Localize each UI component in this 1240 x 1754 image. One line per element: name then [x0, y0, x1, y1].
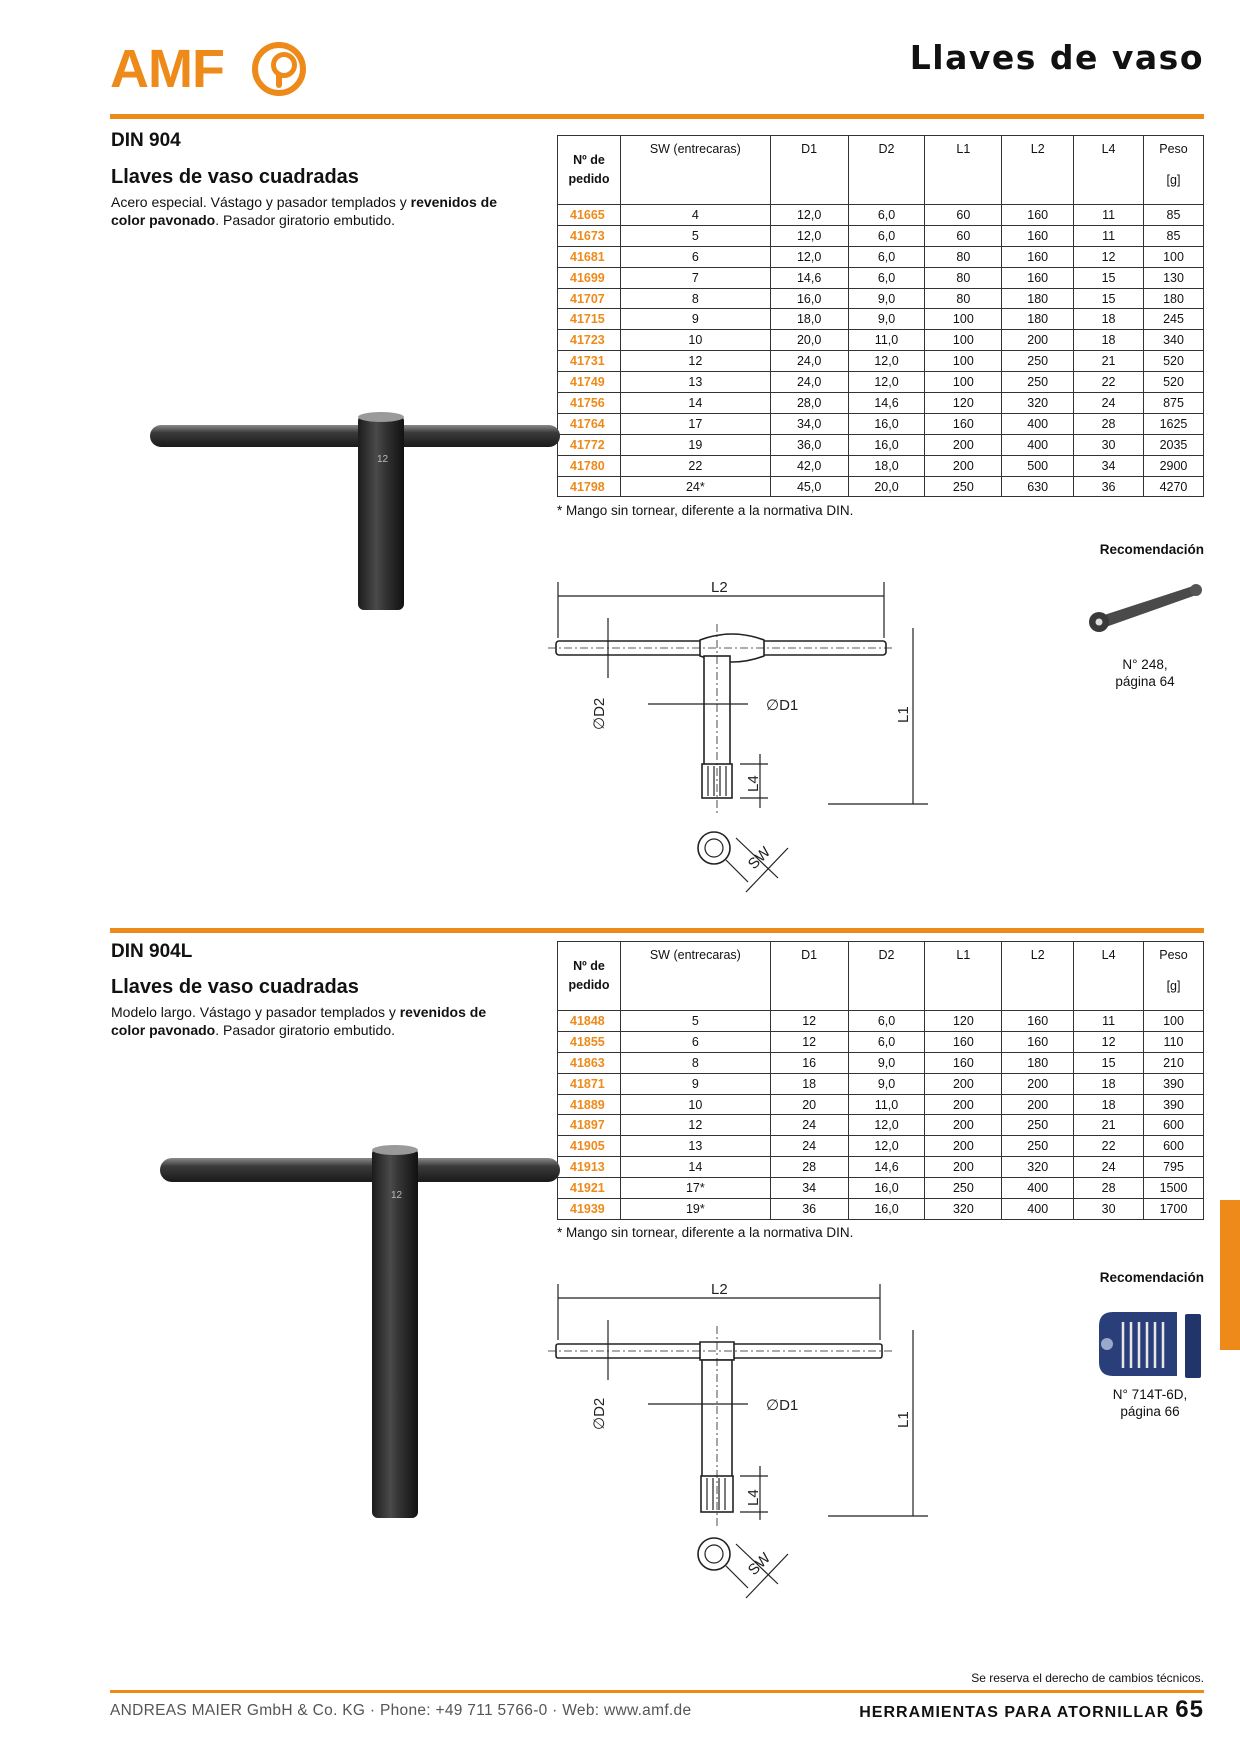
table-cell: 250 — [1002, 372, 1074, 393]
table-cell: 6 — [620, 246, 770, 267]
table-cell: 320 — [1002, 393, 1074, 414]
table-cell: 28 — [1074, 413, 1144, 434]
dim-d2-label: ∅D2 — [591, 1397, 608, 1430]
table-cell: 200 — [925, 455, 1002, 476]
table-cell: 36 — [1074, 476, 1144, 497]
dim-sw-label: SW — [744, 1549, 774, 1579]
photo-size-mark: 12 — [377, 454, 389, 465]
table-cell: 160 — [1002, 205, 1074, 226]
table-cell: 7 — [620, 267, 770, 288]
table-cell: 18 — [770, 1073, 848, 1094]
table-cell: 200 — [1002, 330, 1074, 351]
order-number-cell[interactable]: 41798 — [558, 476, 621, 497]
table-cell: 20,0 — [770, 330, 848, 351]
table-cell: 20,0 — [848, 476, 925, 497]
order-number-cell[interactable]: 41749 — [558, 372, 621, 393]
col-weight: Peso [g] — [1144, 942, 1204, 1011]
section1-subtitle: Llaves de vaso cuadradas — [111, 166, 359, 188]
section2-note: * Mango sin tornear, diferente a la normativa DIN. — [557, 1225, 854, 1240]
table-cell: 400 — [1002, 1199, 1074, 1220]
table-cell: 18,0 — [770, 309, 848, 330]
table-cell: 11 — [1074, 205, 1144, 226]
col-d1: D1 — [770, 942, 848, 1011]
table-cell: 11,0 — [848, 330, 925, 351]
table-row — [558, 413, 1204, 434]
table-cell: 15 — [1074, 1052, 1144, 1073]
desc-text-end: . Pasador giratorio embutido. — [215, 212, 395, 228]
table-cell: 160 — [1002, 225, 1074, 246]
table-cell: 120 — [925, 393, 1002, 414]
table-cell: 36,0 — [770, 434, 848, 455]
table-cell: 85 — [1143, 205, 1203, 226]
table-cell: 19 — [620, 434, 770, 455]
table-cell: 180 — [1002, 309, 1074, 330]
table-cell: 500 — [1002, 455, 1074, 476]
table-cell: 18 — [1074, 330, 1144, 351]
table-cell: 42,0 — [770, 455, 848, 476]
order-number-cell[interactable]: 41772 — [558, 434, 621, 455]
table-row — [558, 225, 1204, 246]
chapter-tab-marker[interactable] — [1220, 1200, 1240, 1350]
table-cell: 15 — [1074, 288, 1144, 309]
table-row — [558, 1136, 1204, 1157]
table-cell: 250 — [1002, 1136, 1074, 1157]
dim-l1-label: L1 — [895, 706, 912, 723]
col-l4: L4 — [1074, 136, 1144, 205]
table-cell: 200 — [925, 1157, 1002, 1178]
table-cell: 24* — [620, 476, 770, 497]
table-row — [558, 1178, 1204, 1199]
table-cell: 19* — [620, 1199, 770, 1220]
order-number-cell[interactable]: 41939 — [558, 1199, 621, 1220]
table-cell: 20 — [770, 1094, 848, 1115]
table-cell: 16,0 — [770, 288, 848, 309]
table-row — [558, 309, 1204, 330]
socket-wrench-photo — [145, 405, 560, 610]
section2-technical-drawing — [548, 1280, 928, 1600]
table-cell: 875 — [1143, 393, 1203, 414]
table-cell: 24 — [1074, 1157, 1144, 1178]
table-cell: 11 — [1074, 1011, 1144, 1032]
table-cell: 200 — [925, 434, 1002, 455]
section1-recommendation-title: Recomendación — [1099, 542, 1204, 557]
col-d1: D1 — [770, 136, 848, 205]
section2-spec-table — [557, 941, 1204, 1220]
order-number-cell[interactable]: 41715 — [558, 309, 621, 330]
table-cell: 120 — [925, 1011, 1002, 1032]
footer-rule — [110, 1690, 1204, 1693]
dim-l2-label: L2 — [711, 1281, 728, 1298]
table-cell: 14,6 — [770, 267, 848, 288]
table-cell: 100 — [1143, 246, 1203, 267]
table-cell: 390 — [1144, 1094, 1204, 1115]
table-cell: 160 — [925, 413, 1002, 434]
table-cell: 200 — [925, 1136, 1002, 1157]
table-cell: 60 — [925, 225, 1002, 246]
table-cell: 110 — [1144, 1031, 1204, 1052]
col-order-number: Nº de pedido — [558, 136, 621, 205]
table-cell: 13 — [620, 1136, 770, 1157]
order-number-cell[interactable]: 41855 — [558, 1031, 621, 1052]
table-cell: 18 — [1074, 309, 1144, 330]
table-cell: 520 — [1143, 372, 1203, 393]
table-cell: 210 — [1144, 1052, 1204, 1073]
table-cell: 36 — [770, 1199, 848, 1220]
table-cell: 34,0 — [770, 413, 848, 434]
table-cell: 9 — [620, 1073, 770, 1094]
table-cell: 400 — [1002, 434, 1074, 455]
order-number-cell[interactable]: 41681 — [558, 246, 621, 267]
table-header-row — [558, 942, 1204, 1011]
table-cell: 2900 — [1143, 455, 1203, 476]
table-cell: 400 — [1002, 1178, 1074, 1199]
order-number-cell[interactable]: 41897 — [558, 1115, 621, 1136]
footer-category — [859, 1696, 1204, 1724]
table-cell: 160 — [1002, 1031, 1074, 1052]
table-cell: 600 — [1144, 1136, 1204, 1157]
table-cell: 180 — [1002, 288, 1074, 309]
table-cell: 200 — [1002, 1094, 1074, 1115]
dim-sw-label: SW — [744, 843, 774, 873]
dim-l4-label: L4 — [745, 1489, 762, 1506]
table-cell: 250 — [1002, 1115, 1074, 1136]
section1-recommendation-caption[interactable]: N° 248, página 64 — [1115, 657, 1175, 689]
table-cell: 100 — [925, 351, 1002, 372]
table-row — [558, 330, 1204, 351]
table-cell: 250 — [925, 476, 1002, 497]
table-cell: 200 — [925, 1115, 1002, 1136]
table-cell: 21 — [1074, 351, 1144, 372]
table-cell: 80 — [925, 246, 1002, 267]
table-cell: 10 — [620, 330, 770, 351]
table-cell: 17 — [620, 413, 770, 434]
table-cell: 100 — [1144, 1011, 1204, 1032]
table-cell: 11,0 — [848, 1094, 925, 1115]
table-cell: 9,0 — [848, 1052, 925, 1073]
table-cell: 22 — [1074, 1136, 1144, 1157]
table-cell: 21 — [1074, 1115, 1144, 1136]
table-cell: 13 — [620, 372, 770, 393]
desc-bold-text: revenidos de color pavonado — [111, 194, 497, 228]
order-number-cell[interactable]: 41731 — [558, 351, 621, 372]
table-cell: 6,0 — [848, 225, 925, 246]
table-cell: 12,0 — [848, 1136, 925, 1157]
table-header-row — [558, 136, 1204, 205]
logo-mark-icon — [252, 42, 306, 96]
table-cell: 200 — [1002, 1073, 1074, 1094]
table-cell: 160 — [1002, 246, 1074, 267]
dim-d1-label: ∅D1 — [766, 697, 799, 714]
table-cell: 795 — [1144, 1157, 1204, 1178]
table-cell: 12,0 — [848, 351, 925, 372]
table-cell: 130 — [1143, 267, 1203, 288]
recommendation-wrench-photo[interactable] — [1085, 580, 1205, 640]
order-number-cell[interactable]: 41921 — [558, 1178, 621, 1199]
table-cell: 16,0 — [848, 413, 925, 434]
table-cell: 80 — [925, 267, 1002, 288]
table-cell: 1625 — [1143, 413, 1203, 434]
table-cell: 2035 — [1143, 434, 1203, 455]
table-cell: 85 — [1143, 225, 1203, 246]
technical-changes-note: Se reserva el derecho de cambios técnicos. — [971, 1671, 1204, 1685]
desc-text: Acero especial. Vástago y pasador templados y — [111, 194, 411, 210]
table-cell: 5 — [620, 1011, 770, 1032]
table-cell: 10 — [620, 1094, 770, 1115]
table-row — [558, 1199, 1204, 1220]
section2-description — [111, 1003, 521, 1039]
order-number-cell[interactable]: 41673 — [558, 225, 621, 246]
col-d2: D2 — [848, 942, 925, 1011]
col-l2: L2 — [1002, 136, 1074, 205]
table-row — [558, 351, 1204, 372]
table-row — [558, 205, 1204, 226]
table-cell: 6,0 — [848, 246, 925, 267]
table-cell: 9,0 — [848, 288, 925, 309]
table-cell: 6,0 — [848, 1011, 925, 1032]
table-cell: 24,0 — [770, 351, 848, 372]
table-cell: 160 — [925, 1052, 1002, 1073]
table-cell: 14 — [620, 1157, 770, 1178]
table-cell: 22 — [620, 455, 770, 476]
table-cell: 12 — [620, 351, 770, 372]
dim-l2-label: L2 — [711, 579, 728, 596]
page-number: 65 — [1175, 1696, 1204, 1723]
table-row — [558, 288, 1204, 309]
header-rule — [110, 114, 1204, 119]
table-cell: 520 — [1143, 351, 1203, 372]
table-cell: 30 — [1074, 1199, 1144, 1220]
table-cell: 180 — [1143, 288, 1203, 309]
table-cell: 16,0 — [848, 1199, 925, 1220]
order-number-cell[interactable]: 41665 — [558, 205, 621, 226]
desc-bold-text: revenidos de color pavonado — [111, 1004, 487, 1038]
table-cell: 80 — [925, 288, 1002, 309]
table-row — [558, 476, 1204, 497]
section2-recommendation-caption[interactable]: N° 714T-6D, página 66 — [1112, 1387, 1188, 1419]
col-l4: L4 — [1074, 942, 1144, 1011]
dim-l1-label: L1 — [895, 1411, 912, 1428]
col-l1: L1 — [925, 136, 1002, 205]
table-cell: 200 — [925, 1073, 1002, 1094]
table-cell: 14 — [620, 393, 770, 414]
table-cell: 600 — [1144, 1115, 1204, 1136]
order-number-cell[interactable]: 41780 — [558, 455, 621, 476]
table-cell: 6,0 — [848, 1031, 925, 1052]
table-cell: 1500 — [1144, 1178, 1204, 1199]
footer-company: ANDREAS MAIER GmbH & Co. KG · Phone: +49 711 5766-0 · Web: www.amf.de — [110, 1702, 692, 1719]
table-cell: 245 — [1143, 309, 1203, 330]
table-cell: 12 — [770, 1031, 848, 1052]
table-cell: 250 — [925, 1178, 1002, 1199]
table-cell: 24 — [770, 1136, 848, 1157]
table-cell: 60 — [925, 205, 1002, 226]
table-cell: 28,0 — [770, 393, 848, 414]
table-cell: 9,0 — [848, 309, 925, 330]
table-cell: 6,0 — [848, 267, 925, 288]
col-weight: Peso [g] — [1143, 136, 1203, 205]
table-cell: 12,0 — [848, 1115, 925, 1136]
table-row — [558, 372, 1204, 393]
footer-category-label: HERRAMIENTAS PARA ATORNILLAR — [859, 1704, 1170, 1721]
table-cell: 11 — [1074, 225, 1144, 246]
table-row — [558, 1031, 1204, 1052]
table-cell: 12 — [770, 1011, 848, 1032]
table-row — [558, 1073, 1204, 1094]
table-cell: 1700 — [1144, 1199, 1204, 1220]
col-sw: SW (entrecaras) — [620, 136, 770, 205]
table-cell: 4270 — [1143, 476, 1203, 497]
table-cell: 320 — [1002, 1157, 1074, 1178]
table-cell: 160 — [925, 1031, 1002, 1052]
table-cell: 12 — [1074, 246, 1144, 267]
table-cell: 12,0 — [770, 225, 848, 246]
table-cell: 34 — [770, 1178, 848, 1199]
table-row — [558, 267, 1204, 288]
table-cell: 8 — [620, 288, 770, 309]
section2-din: DIN 904L — [111, 941, 193, 962]
order-number-cell[interactable]: 41913 — [558, 1157, 621, 1178]
table-cell: 16 — [770, 1052, 848, 1073]
table-cell: 16,0 — [848, 1178, 925, 1199]
table-row — [558, 246, 1204, 267]
table-cell: 630 — [1002, 476, 1074, 497]
table-cell: 12 — [1074, 1031, 1144, 1052]
table-row — [558, 434, 1204, 455]
col-sw: SW (entrecaras) — [620, 942, 770, 1011]
section2-recommendation-title: Recomendación — [1099, 1270, 1204, 1285]
table-row — [558, 1052, 1204, 1073]
dim-d1-label: ∅D1 — [766, 1397, 799, 1414]
table-cell: 100 — [925, 309, 1002, 330]
table-cell: 12,0 — [770, 205, 848, 226]
table-cell: 5 — [620, 225, 770, 246]
table-cell: 320 — [925, 1199, 1002, 1220]
table-row — [558, 1094, 1204, 1115]
section1-description — [111, 193, 521, 229]
table-cell: 15 — [1074, 267, 1144, 288]
section1-din: DIN 904 — [111, 130, 181, 151]
table-cell: 24 — [770, 1115, 848, 1136]
order-number-cell[interactable]: 41889 — [558, 1094, 621, 1115]
dim-d2-label: ∅D2 — [591, 697, 608, 730]
table-cell: 22 — [1074, 372, 1144, 393]
table-cell: 250 — [1002, 351, 1074, 372]
dim-l4-label: L4 — [745, 775, 762, 792]
table-cell: 180 — [1002, 1052, 1074, 1073]
table-cell: 24,0 — [770, 372, 848, 393]
table-row — [558, 1157, 1204, 1178]
table-cell: 6,0 — [848, 205, 925, 226]
table-cell: 200 — [925, 1094, 1002, 1115]
table-cell: 12 — [620, 1115, 770, 1136]
section1-spec-table — [557, 135, 1204, 497]
col-l1: L1 — [925, 942, 1002, 1011]
table-cell: 14,6 — [848, 1157, 925, 1178]
table-cell: 18 — [1074, 1073, 1144, 1094]
table-cell: 160 — [1002, 267, 1074, 288]
table-cell: 28 — [1074, 1178, 1144, 1199]
long-socket-wrench-photo — [158, 1140, 560, 1520]
col-l2: L2 — [1002, 942, 1074, 1011]
table-cell: 340 — [1143, 330, 1203, 351]
order-number-cell[interactable]: 41756 — [558, 393, 621, 414]
table-cell: 4 — [620, 205, 770, 226]
col-d2: D2 — [848, 136, 925, 205]
desc-text-end: . Pasador giratorio embutido. — [215, 1022, 395, 1038]
table-row — [558, 1115, 1204, 1136]
table-cell: 17* — [620, 1178, 770, 1199]
logo-text: AMF — [110, 39, 224, 99]
table-cell: 100 — [925, 372, 1002, 393]
table-row — [558, 455, 1204, 476]
desc-text: Modelo largo. Vástago y pasador templados y — [111, 1004, 400, 1020]
table-row — [558, 1011, 1204, 1032]
table-cell: 390 — [1144, 1073, 1204, 1094]
table-cell: 16,0 — [848, 434, 925, 455]
table-cell: 9 — [620, 309, 770, 330]
table-cell: 6 — [620, 1031, 770, 1052]
order-number-cell[interactable]: 41764 — [558, 413, 621, 434]
table-cell: 45,0 — [770, 476, 848, 497]
order-number-cell[interactable]: 41905 — [558, 1136, 621, 1157]
section-divider-rule — [110, 928, 1204, 933]
table-cell: 8 — [620, 1052, 770, 1073]
table-cell: 160 — [1002, 1011, 1074, 1032]
section1-technical-drawing — [548, 578, 928, 898]
table-cell: 24 — [1074, 393, 1144, 414]
table-cell: 14,6 — [848, 393, 925, 414]
order-number-cell[interactable]: 41871 — [558, 1073, 621, 1094]
amf-logo — [110, 38, 305, 100]
table-cell: 18 — [1074, 1094, 1144, 1115]
photo-size-mark: 12 — [391, 1190, 403, 1201]
table-cell: 100 — [925, 330, 1002, 351]
page-title: Llaves de vaso — [909, 38, 1204, 77]
section2-subtitle: Llaves de vaso cuadradas — [111, 976, 359, 998]
table-row — [558, 393, 1204, 414]
table-cell: 30 — [1074, 434, 1144, 455]
table-cell: 9,0 — [848, 1073, 925, 1094]
table-cell: 400 — [1002, 413, 1074, 434]
order-number-cell[interactable]: 41699 — [558, 267, 621, 288]
table-cell: 12,0 — [848, 372, 925, 393]
recommendation-tool-set-photo[interactable] — [1095, 1308, 1205, 1380]
order-number-cell[interactable]: 41848 — [558, 1011, 621, 1032]
section1-note: * Mango sin tornear, diferente a la normativa DIN. — [557, 503, 854, 518]
order-number-cell[interactable]: 41723 — [558, 330, 621, 351]
order-number-cell[interactable]: 41863 — [558, 1052, 621, 1073]
order-number-cell[interactable]: 41707 — [558, 288, 621, 309]
table-cell: 28 — [770, 1157, 848, 1178]
table-cell: 12,0 — [770, 246, 848, 267]
table-cell: 18,0 — [848, 455, 925, 476]
table-cell: 34 — [1074, 455, 1144, 476]
col-order-number: Nº de pedido — [558, 942, 621, 1011]
